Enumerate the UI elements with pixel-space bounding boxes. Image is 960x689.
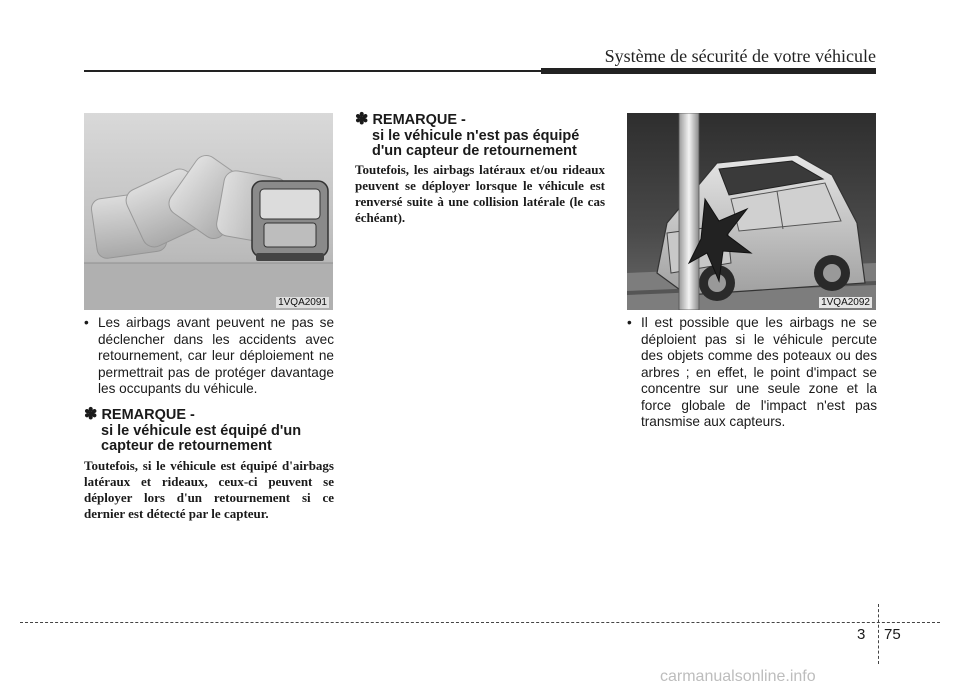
rollover-illustration [84,113,333,310]
header-rule [84,69,876,73]
note-star-icon: ✽ [355,111,369,128]
note-subtitle-line1: si le véhicule n'est pas équipé [372,127,580,144]
note-heading-without-sensor [355,112,615,160]
pole-impact-illustration [627,113,876,310]
figure-code: 1VQA2092 [821,297,870,308]
page-number: 75 [884,626,901,643]
footer-divider [878,604,879,664]
pole-impact-drawing [627,113,876,310]
bullet-text: Les airbags avant peuvent ne pas se déclencher dans les accidents avec retournement, car leur déploiement ne permettrait pas de protéger davantage les occupants du véhicule. [98,315,334,396]
note-heading-with-sensor [84,407,344,455]
bullet-text: Il est possible que les airbags ne se déploient pas si le véhicule percute des objets comme des poteaux ou des arbres ; en effet, le point d'impact se concentre sur une seule zone et la force globale de l'impact n'est pas transmise aux capteurs. [641,315,877,429]
note-body-with-sensor: Toutefois, si le véhicule est équipé d'airbags latéraux et rideaux, ceux-ci peuvent se déployer lors d'un retournement si ce dernier est détecté par le capteur. [84,458,334,521]
bullet-pole-impact [627,315,877,431]
figure-code: 1VQA2091 [278,297,327,308]
chapter-number: 3 [857,626,866,643]
footer-rule [20,622,940,623]
watermark: carmanualsonline.info [660,668,816,685]
note-body-without-sensor: Toutefois, les airbags latéraux et/ou rideaux peuvent se déployer lorsque le véhicule est renversé suite à une collision latérale (le cas échéant). [355,162,605,225]
bullet-symbol: • [627,315,632,330]
bullet-airbags-rollover [84,315,334,398]
note-subtitle-line2: d'un capteur de retournement [372,143,577,159]
section-title: Système de sécurité de votre véhicule [604,46,876,66]
note-title: REMARQUE - [372,112,466,128]
bullet-symbol: • [84,315,89,330]
note-title: REMARQUE - [101,407,195,423]
note-star-icon: ✽ [84,406,98,423]
note-subtitle-line1: si le véhicule est équipé d'un [101,422,302,439]
note-subtitle-line2: capteur de retournement [101,438,272,454]
rollover-drawing [84,113,333,310]
